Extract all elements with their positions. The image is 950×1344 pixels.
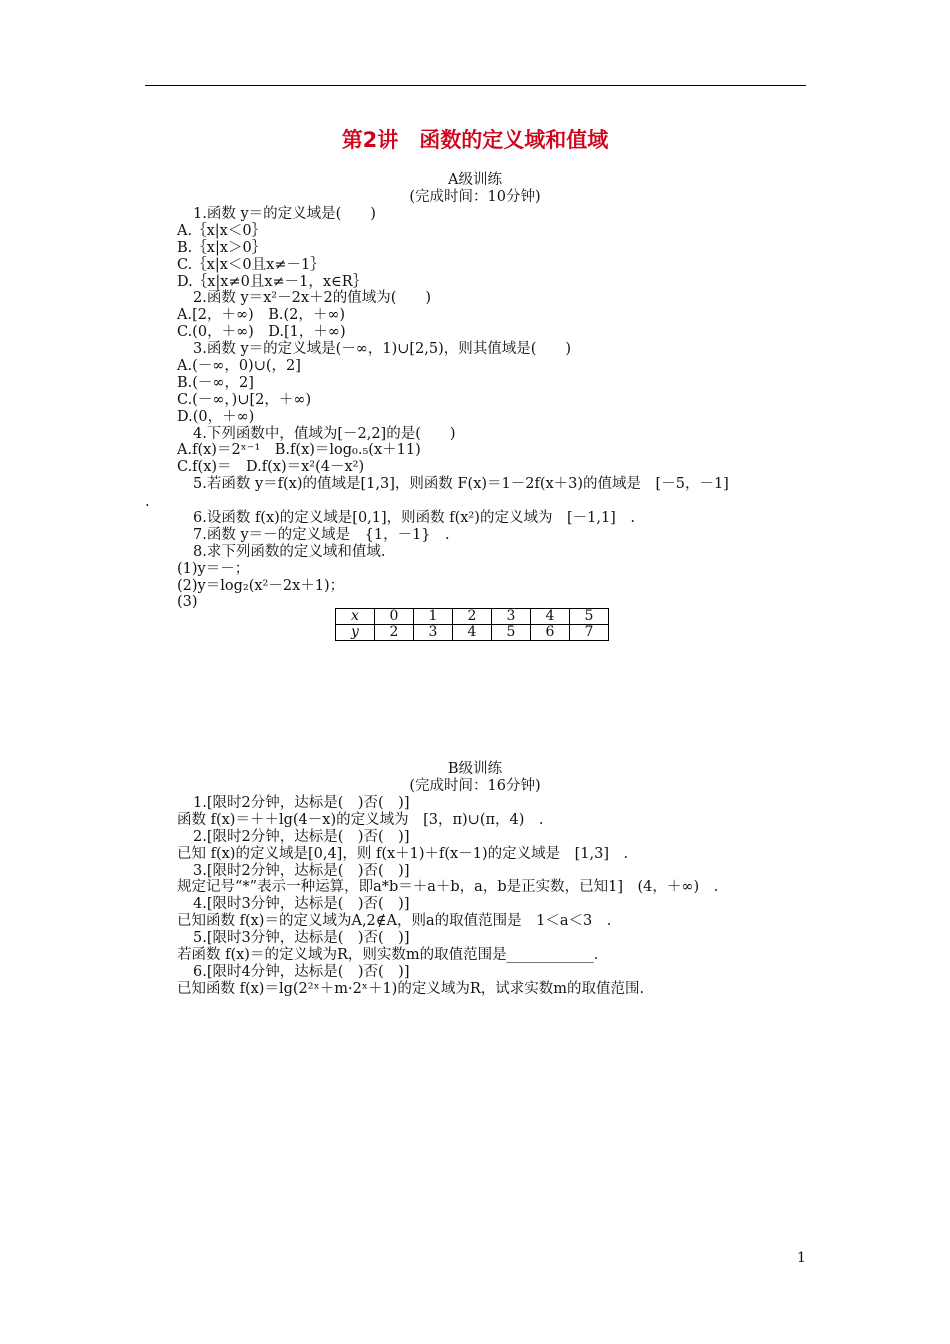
question-line: 6.设函数 f(x)的定义域是[0,1]，则函数 f(x²)的定义域为 [－1,1] . — [193, 510, 635, 527]
option-line: B.(－∞，2] — [177, 374, 254, 391]
page-number: 1 — [797, 1250, 806, 1266]
section-b-content — [177, 795, 817, 998]
question-body: 已知函数 f(x)＝lg(2²ˣ＋m·2ˣ＋1)的定义域为R，试求实数m的取值范围. — [177, 980, 645, 997]
subquestion-line: (2)y＝log₂(x²－2x＋1)； — [177, 577, 345, 594]
table-cell: 3 — [492, 609, 531, 625]
question-body: 若函数 f(x)＝的定义域为R，则实数m的取值范围是____________. — [177, 947, 599, 964]
table-cell: 7 — [570, 625, 609, 641]
option-line: C.(－∞，)∪[2，＋∞) — [177, 391, 312, 408]
question-line: 4.下列函数中，值域为[－2,2]的是( ) — [193, 425, 456, 442]
section-a-content — [177, 206, 817, 611]
section-a-time: (完成时间：10分钟) — [409, 189, 541, 205]
option-line: C.｛x|x＜0且x≠－1｝ — [177, 256, 325, 273]
question-line: 8.求下列函数的定义域和值域. — [193, 543, 386, 560]
option-line: A.[2，＋∞) B.(2，＋∞) — [177, 307, 346, 324]
question-body: 函数 f(x)＝＋＋lg(4－x)的定义域为 [3，π)∪(π，4) . — [177, 811, 544, 828]
option-line: A.｛x|x＜0｝ — [177, 222, 267, 239]
table-cell: 2 — [375, 625, 414, 641]
section-b-time: (完成时间：16分钟) — [409, 778, 541, 794]
section-a-heading: A级训练 — [448, 172, 502, 188]
option-line: B.｛x|x＞0｝ — [177, 239, 267, 256]
section-b-heading: B级训练 — [447, 761, 503, 777]
table-cell: 4 — [531, 609, 570, 625]
question-line: 2.函数 y＝x²－2x＋2的值域为( ) — [193, 290, 432, 307]
table-cell: 2 — [453, 609, 492, 625]
question-body: 已知函数 f(x)＝的定义域为A,2∉A，则a的取值范围是 1＜a＜3 . — [177, 913, 612, 930]
question-line: 5.[限时3分钟，达标是( )否( )] — [193, 930, 410, 947]
question-body: 规定记号“*”表示一种运算，即a*b＝＋a＋b，a，b是正实数，已知1] (4，＋∞) . — [177, 879, 719, 896]
table-cell: 5 — [570, 609, 609, 625]
subquestion-line: (1)y＝－； — [177, 560, 250, 577]
table-cell: 4 — [453, 625, 492, 641]
table-header-x: x — [336, 609, 375, 625]
question-line: 3.[限时2分钟，达标是( )否( )] — [193, 862, 410, 879]
option-line: D.(0，＋∞) — [177, 408, 255, 425]
table-row — [336, 625, 609, 641]
table-cell: 1 — [414, 609, 453, 625]
option-line: A.(－∞，0)∪(，2] — [177, 358, 301, 375]
stray-period: . — [145, 494, 150, 510]
question-line: 7.函数 y＝－的定义域是 {1，－1} . — [193, 526, 450, 543]
table-cell: 3 — [414, 625, 453, 641]
option-line: C.(0，＋∞) D.[1，＋∞) — [177, 324, 346, 341]
question-body: 已知 f(x)的定义域是[0,4]，则 f(x＋1)＋f(x－1)的定义域是 [1,3] . — [177, 845, 629, 862]
question-line: 6.[限时4分钟，达标是( )否( )] — [193, 963, 410, 980]
question-line: 1.[限时2分钟，达标是( )否( )] — [193, 795, 410, 811]
question-line: 2.[限时2分钟，达标是( )否( )] — [193, 828, 410, 845]
subquestion-line: (3) — [177, 594, 198, 611]
option-line: A.f(x)＝2ˣ⁻¹ B.f(x)＝log₀.₅(x＋11) — [177, 442, 421, 459]
question-line: 1.函数 y＝的定义域是( ) — [193, 206, 376, 222]
option-line: D.｛x|x≠0且x≠－1，x∈R｝ — [177, 273, 368, 290]
table-cell: 5 — [492, 625, 531, 641]
question-line: 3.函数 y＝的定义域是(－∞，1)∪[2,5)，则其值域是( ) — [193, 341, 572, 358]
header-rule — [145, 85, 806, 86]
page-title: 第2讲 函数的定义域和值域 — [341, 128, 609, 152]
question-line: 5.若函数 y＝f(x)的值域是[1,3]，则函数 F(x)＝1－2f(x＋3)的值域是 [－5，－1] — [193, 476, 729, 493]
table-cell: 0 — [375, 609, 414, 625]
value-table — [335, 608, 609, 641]
question-line: 4.[限时3分钟，达标是( )否( )] — [193, 896, 410, 913]
option-line: C.f(x)＝ D.f(x)＝x²(4－x²) — [177, 459, 365, 476]
table-cell: 6 — [531, 625, 570, 641]
table-header-y: y — [336, 625, 375, 641]
table-row — [336, 609, 609, 625]
